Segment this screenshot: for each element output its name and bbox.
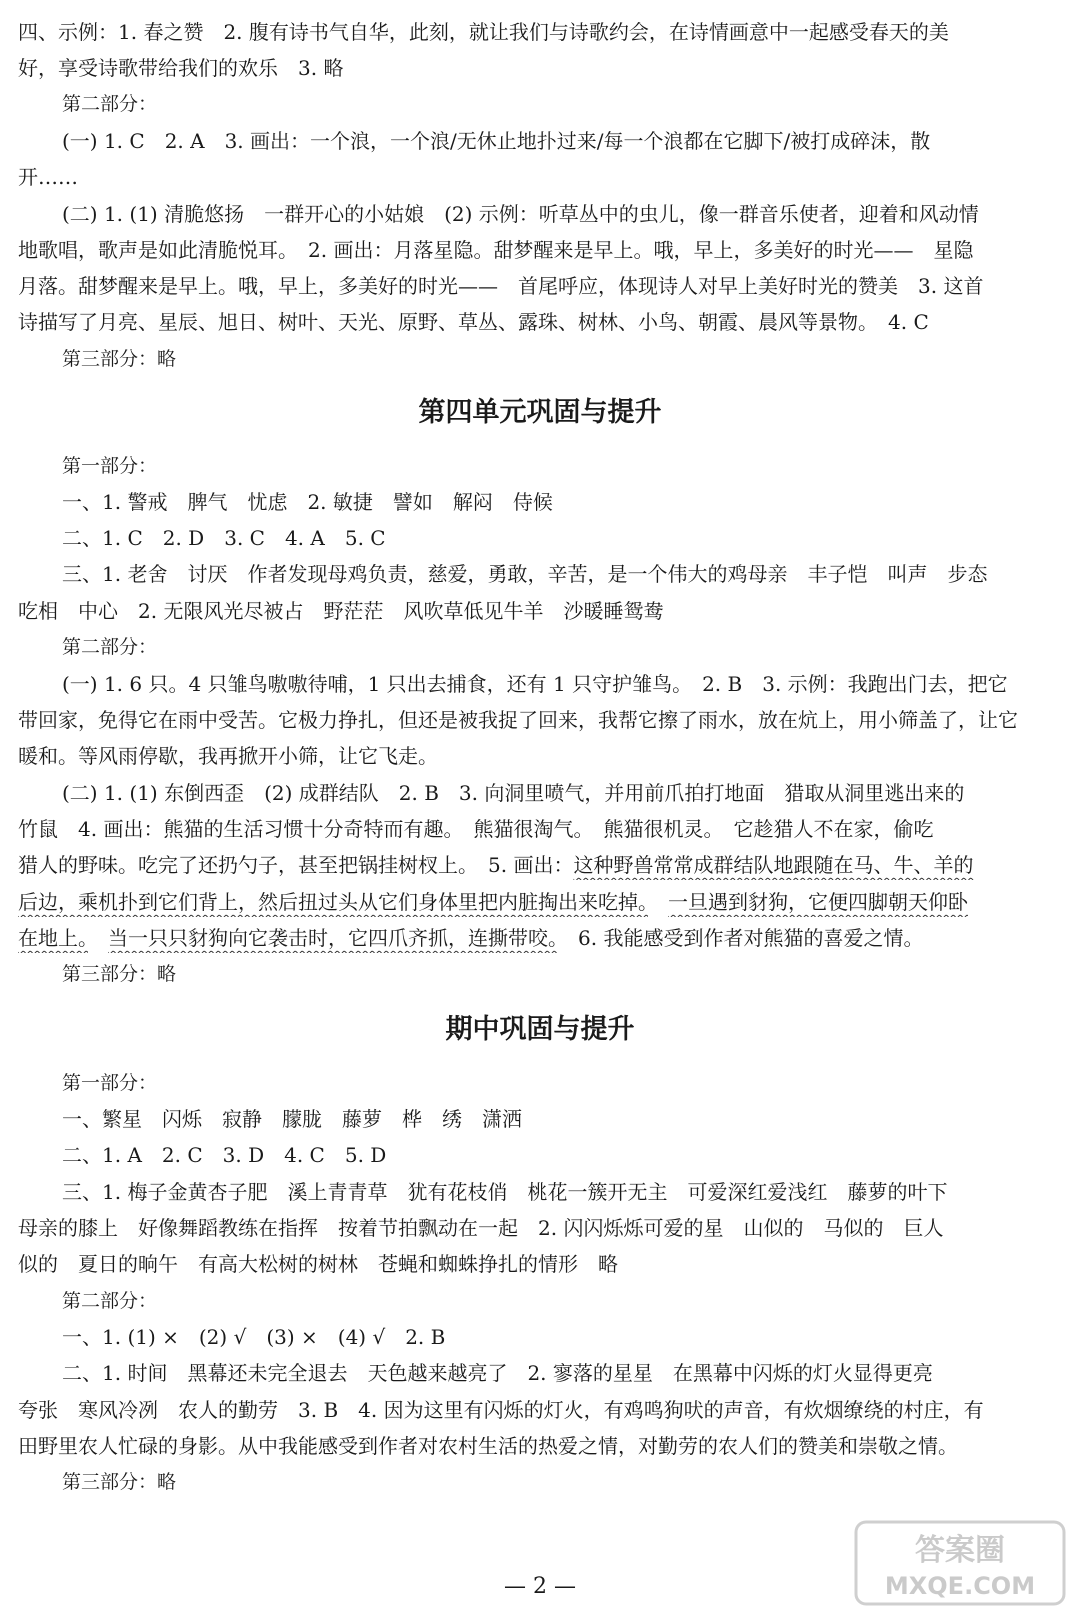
text-line: 二、1. C 2. D 3. C 4. A 5. C (62, 526, 386, 550)
text-line: (二) 1. (1) 东倒西歪 (2) 成群结队 2. B 3. 向洞里喷气，并用前爪拍打地面 猎取从洞里逃出来的 (62, 781, 965, 805)
wavy-underlined-answer: 在地上。 (18, 926, 88, 950)
section-title: 第四单元巩固与提升 (418, 397, 662, 428)
part-heading: 第三部分：略 (62, 963, 177, 985)
text-line: 暖和。等风雨停歇，我再掀开小筛，让它飞走。 (18, 744, 438, 768)
part-heading: 第一部分： (62, 455, 158, 477)
text-gap (648, 890, 668, 914)
text-line: 诗描写了月亮、星辰、旭日、树叶、天光、原野、草丛、露珠、树林、小鸟、朝霞、晨风等景物。 4. C (18, 310, 929, 334)
text-line (18, 850, 1064, 880)
text-line: 好，享受诗歌带给我们的欢乐 3. 略 (18, 56, 344, 80)
text-line: 一、繁星 闪烁 寂静 朦胧 藤萝 桦 绣 潇洒 (62, 1107, 522, 1131)
text-line: 一、1. (1) × (2) √ (3) × (4) √ 2. B (62, 1325, 446, 1349)
text-line: 似的 夏日的晌午 有高大松树的树林 苍蝇和蜘蛛挣扎的情形 略 (18, 1252, 618, 1276)
text-line: (一) 1. 6 只。4 只雏鸟嗷嗷待哺，1 只出去捕食，还有 1 只守护雏鸟。 2. B 3. 示例：我跑出门去，把它 (62, 672, 1008, 696)
part-heading: 第二部分： (62, 636, 158, 658)
part-heading: 第二部分： (62, 1290, 158, 1312)
text-line: 三、1. 梅子金黄杏子肥 溪上青青草 犹有花枝俏 桃花一簇开无主 可爱深红爱浅红 藤萝的叶下 (62, 1180, 948, 1204)
text-line: 月落。甜梦醒来是早上。哦，早上，多美好的时光—— 首尾呼应，体现诗人对早上美好时光的赞美 3. 这首 (18, 274, 984, 298)
text-line: (一) 1. C 2. A 3. 画出：一个浪，一个浪/无休止地扑过来/每一个浪都在它脚下/被打成碎沫，散 (62, 129, 931, 153)
text-line: 二、1. A 2. C 3. D 4. C 5. D (62, 1143, 387, 1167)
text-line (18, 887, 1064, 917)
text-line: 三、1. 老舍 讨厌 作者发现母鸡负责，慈爱，勇敢，辛苦，是一个伟大的鸡母亲 丰子恺 叫声 步态 (62, 562, 988, 586)
text-line: 吃相 中心 2. 无限风光尽被占 野茫茫 风吹草低见牛羊 沙暖睡鸳鸯 (18, 599, 664, 623)
text-segment: 猎人的野味。吃完了还扔勺子，甚至把锅挂树杈上。 5. 画出： (18, 853, 574, 877)
page-number: — 2 — (504, 1574, 576, 1599)
text-line: 母亲的膝上 好像舞蹈教练在指挥 按着节拍飘动在一起 2. 闪闪烁烁可爱的星 山似的 马似的 巨人 (18, 1216, 944, 1240)
wavy-underlined-answer: 一旦遇到豺狗，它便四脚朝天仰卧 (668, 890, 968, 914)
text-line: 带回家，免得它在雨中受苦。它极力挣扎，但还是被我捉了回来，我帮它擦了雨水，放在炕上，用小筛盖了，让它 (18, 708, 1018, 732)
text-segment: 6. 我能感受到作者对熊猫的喜爱之情。 (558, 926, 924, 950)
wavy-underlined-answer: 这种野兽常常成群结队地跟随在马、牛、羊的 (573, 853, 974, 877)
part-heading: 第二部分： (62, 93, 158, 115)
text-line: 开…… (18, 165, 78, 189)
text-gap (88, 926, 108, 950)
text-line: (二) 1. (1) 清脆悠扬 一群开心的小姑娘 (2) 示例：听草丛中的虫儿，像一群音乐使者，迎着和风动情 (62, 202, 979, 226)
part-heading: 第三部分：略 (62, 1471, 177, 1493)
text-line: 四、示例：1. 春之赞 2. 腹有诗书气自华，此刻，就让我们与诗歌约会，在诗情画意中一起感受春天的美 (18, 20, 949, 44)
text-line: 二、1. 时间 黑幕还未完全退去 天色越来越亮了 2. 寥落的星星 在黑幕中闪烁的灯火显得更亮 (62, 1361, 933, 1385)
text-line (18, 923, 1064, 953)
watermark-logo (854, 1520, 1066, 1606)
part-heading: 第一部分： (62, 1072, 158, 1094)
text-line: 地歌唱，歌声是如此清脆悦耳。 2. 画出：月落星隐。甜梦醒来是早上。哦，早上，多美好的时光—— 星隐 (18, 238, 974, 262)
text-line: 田野里农人忙碌的身影。从中我能感受到作者对农村生活的热爱之情，对勤劳的农人们的赞美和崇敬之情。 (18, 1434, 958, 1458)
text-line: 夸张 寒风冷冽 农人的勤劳 3. B 4. 因为这里有闪烁的灯火，有鸡鸣狗吠的声音，有炊烟缭绕的村庄，有 (18, 1398, 984, 1422)
text-line: 一、1. 警戒 脾气 忧虑 2. 敏捷 譬如 解闷 侍候 (62, 490, 553, 514)
watermark-title: 答案圈 (915, 1533, 1005, 1568)
text-line: 竹鼠 4. 画出：熊猫的生活习惯十分奇特而有趣。 熊猫很淘气。 熊猫很机灵。 它趁猎人不在家，偷吃 (18, 817, 934, 841)
wavy-underlined-answer: 当一只只豺狗向它袭击时，它四爪齐抓，连撕带咬。 (108, 926, 558, 950)
wavy-underlined-answer: 后边，乘机扑到它们背上，然后扭过头从它们身体里把内脏掏出来吃掉。 (18, 890, 648, 914)
section-title: 期中巩固与提升 (445, 1014, 635, 1045)
watermark-url: MXQE.COM (884, 1572, 1036, 1600)
part-heading: 第三部分：略 (62, 348, 177, 370)
